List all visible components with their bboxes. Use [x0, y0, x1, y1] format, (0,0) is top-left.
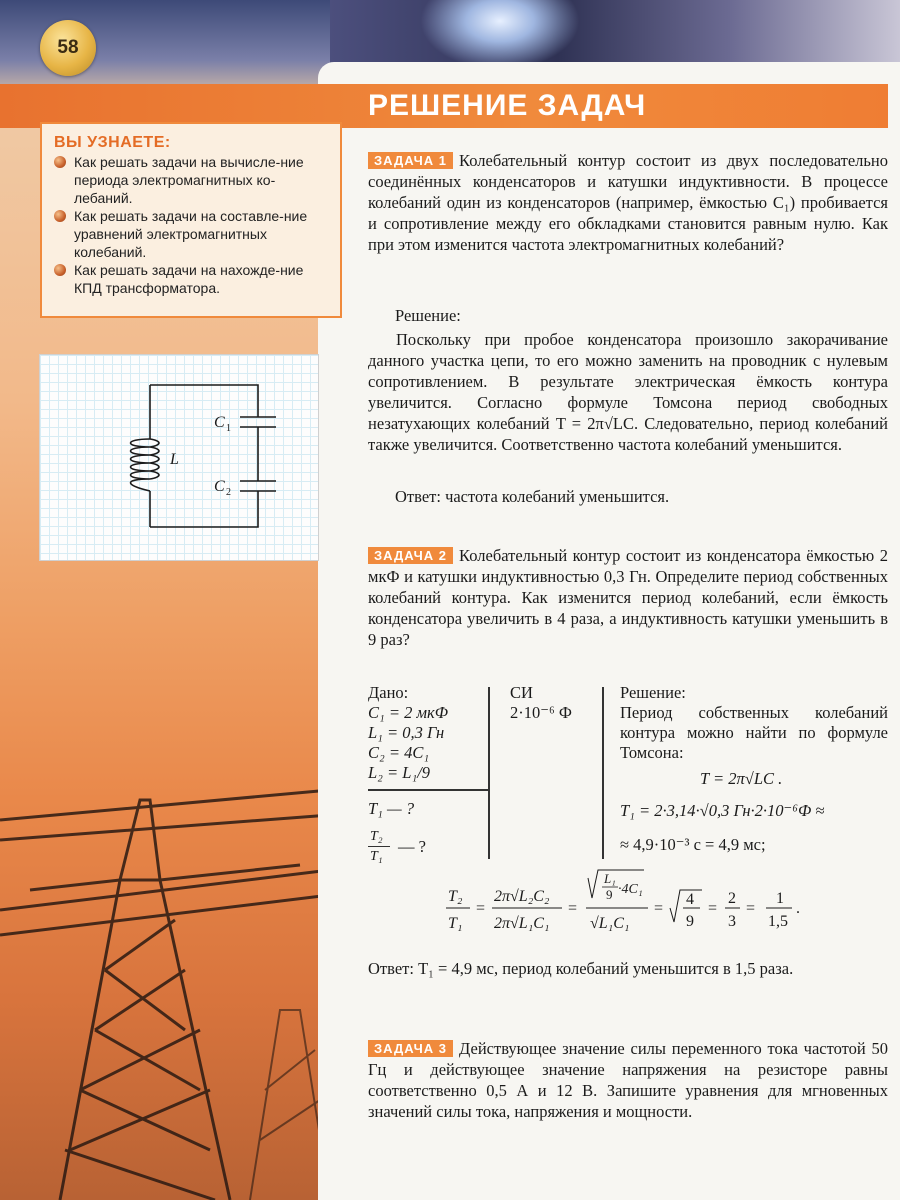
task2-badge: ЗАДАЧА 2	[368, 547, 453, 564]
bullet-icon	[54, 156, 66, 168]
ratio-lhs-numerator: T₂	[448, 888, 463, 905]
svg-text:=: =	[746, 900, 756, 917]
si-value: 2·10⁻⁶ Ф	[510, 703, 572, 722]
learning-goals-title: ВЫ УЗНАЕТЕ:	[54, 134, 171, 151]
learning-goal-text: Как решать задачи на составле-ние уравнений электромагнитных колебаний.	[74, 208, 308, 260]
task2-answer: Ответ: T₁ = 4,9 мс, период колебаний уменьшится в 1,5 раза.	[368, 959, 794, 978]
ratio-f1-numerator: 2π√L₂C₂	[494, 888, 550, 905]
bullet-icon	[54, 264, 66, 276]
ratio-f3-numerator: 4	[686, 891, 694, 908]
page-number: 58	[57, 37, 79, 58]
find-ratio-suffix: — ?	[398, 837, 426, 856]
task1-solution-text: Поскольку при пробое конденсатора произошло закорачивание данного участка цепи, то его можно заменить на проводник с нулевым сопротивлением. В результате электрическая ёмкость контура увеличится. Согласно формуле Томсона период свободных незатухающих колебаний T = 2π√LC. Следовательно, период колебаний также увеличится. Соответственно частота колебаний уменьшится.	[368, 330, 888, 454]
period-calculation: T₁ = 2·3,14·√0,3 Гн·2·10⁻⁶Ф ≈	[620, 801, 825, 820]
learning-goal-item	[54, 207, 330, 261]
task3-text: Действующее значение силы переменного тока частотой 50 Гц и действующее значение напряжения на резисторе равны соответственно 0,5 А и 12 В. Запишите уравнения для мгновенных значений силы тока, напряжения и мощности.	[368, 1039, 888, 1121]
find-period: T₁ — ?	[368, 799, 415, 818]
find-ratio-numerator: T₂	[370, 829, 383, 844]
ratio-f2-num-c: ·4C₁	[618, 882, 643, 897]
learning-goal-item	[54, 153, 330, 207]
period-result: ≈ 4,9·10⁻³ с = 4,9 мс;	[620, 835, 766, 854]
lc-circuit-figure	[40, 355, 318, 560]
thomson-formula: T = 2π√LC .	[700, 769, 783, 788]
given-item: C₂ = 4C₁	[368, 743, 430, 762]
task1-answer: Ответ: частота колебаний уменьшится.	[395, 487, 670, 506]
ratio-f5-numerator: 1	[776, 890, 784, 907]
given-item: L₁ = 0,3 Гн	[368, 723, 445, 742]
si-label: СИ	[510, 683, 533, 702]
period-ratio-formula	[440, 868, 820, 948]
ratio-lhs-denominator: T₁	[448, 915, 463, 932]
svg-text:=: =	[476, 900, 486, 917]
svg-text:=: =	[708, 900, 718, 917]
top-decorative-strip	[330, 0, 900, 68]
power-tower-illustration	[0, 760, 330, 1200]
ratio-f4-numerator: 2	[728, 890, 736, 907]
ratio-f4-denominator: 3	[728, 913, 736, 930]
ratio-f2-denominator: √L₁C₁	[590, 915, 630, 932]
given-item: L₂ = L₁/9	[368, 763, 431, 782]
task1-statement	[368, 150, 888, 255]
ratio-f5-denominator: 1,5	[768, 913, 788, 930]
bullet-icon	[54, 210, 66, 222]
capacitor2-subscript: 2	[226, 487, 231, 498]
svg-text:.: .	[796, 900, 800, 917]
given-separator	[368, 789, 490, 791]
given-label: Дано:	[368, 683, 409, 702]
capacitor1-label: C	[214, 414, 225, 431]
si-solution-divider	[602, 687, 604, 859]
task1-solution-label: Решение:	[395, 306, 461, 325]
task1-text: Колебательный контур состоит из двух последовательно соединённых конденсаторов и катушки индуктивности. В процессе колебаний один из конденсаторов (например, ёмкостью C₁) пробивается и сопротивление между его обкладками становится равным нулю. Как при этом изменится частота электромагнитных колебаний?	[368, 151, 888, 254]
find-ratio-denominator: T₁	[370, 849, 383, 864]
task2-solution-text: Период собственных колебаний контура можно найти по формуле Томсона:	[620, 703, 888, 762]
learning-goal-text: Как решать задачи на вычисле-ние периода электромагнитных ко-лебаний.	[74, 154, 304, 206]
svg-text:=: =	[654, 900, 664, 917]
task1-badge: ЗАДАЧА 1	[368, 152, 453, 169]
task3-statement	[368, 1038, 888, 1122]
inductor-label: L	[170, 451, 179, 468]
ratio-f2-num-a: L₁	[604, 871, 616, 886]
ratio-f3-denominator: 9	[686, 913, 694, 930]
task3-badge: ЗАДАЧА 3	[368, 1040, 453, 1057]
svg-text:=: =	[568, 900, 578, 917]
given-si-divider	[488, 687, 490, 859]
learning-goal-item	[54, 261, 330, 297]
ratio-f1-denominator: 2π√L₁C₁	[494, 915, 550, 932]
top-decorative-glow	[420, 0, 580, 70]
learning-goal-text: Как решать задачи на нахожде-ние КПД трансформатора.	[74, 262, 304, 296]
capacitor2-label: C	[214, 478, 225, 495]
learning-goals-box	[40, 122, 342, 318]
task2-solution-label: Решение:	[620, 683, 686, 702]
ratio-f2-num-b: 9	[606, 887, 613, 902]
circuit-diagram	[40, 355, 318, 560]
capacitor1-subscript: 1	[226, 423, 231, 434]
task2-statement	[368, 545, 888, 650]
task2-given-table	[368, 683, 888, 863]
section-title: РЕШЕНИЕ ЗАДАЧ	[368, 89, 647, 122]
given-item: C₁ = 2 мкФ	[368, 703, 449, 722]
task2-text: Колебательный контур состоит из конденсатора ёмкостью 2 мкФ и катушки индуктивностью 0,3 Гн. Определите период собственных колебаний контура. Как изменится период колебаний, если ёмкость конденсатора увеличить в 4 раза, а индуктивность катушки уменьшить в 9 раз?	[368, 546, 888, 649]
